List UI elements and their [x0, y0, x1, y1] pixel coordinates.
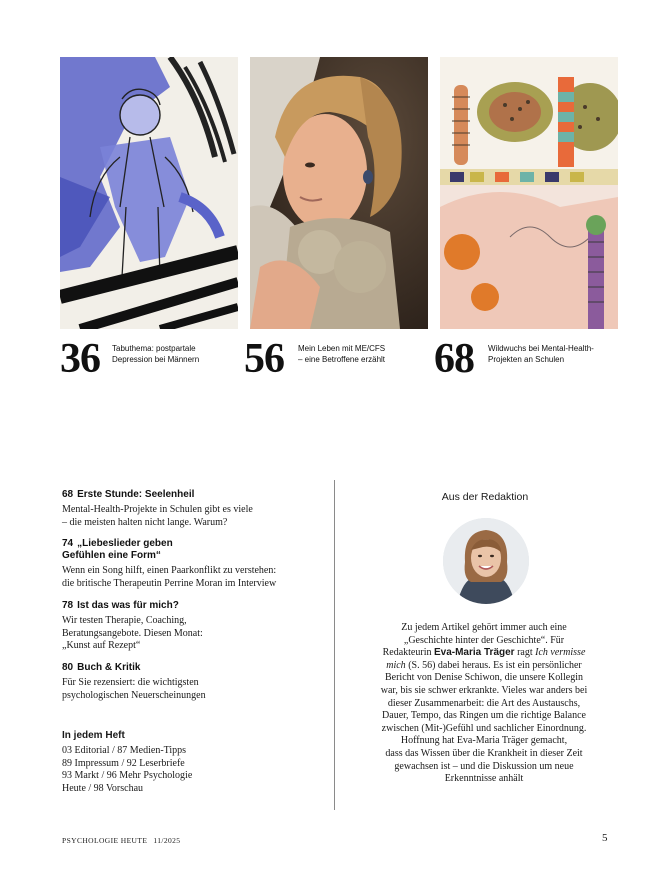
in-jedem-heft-heading: In jedem Heft	[62, 730, 125, 741]
toc-entry-page: 78	[62, 600, 74, 611]
toc-entry[interactable]	[62, 662, 328, 702]
toc-teaser-line: „Kunst auf Rezept“	[62, 640, 141, 651]
redaktion-line	[344, 647, 624, 660]
toc-entry-teaser	[62, 565, 328, 590]
article-title-reference[interactable]: mich	[386, 659, 406, 671]
toc-teaser-line: psychologischen Neuerscheinungen	[62, 689, 206, 701]
in-jedem-heft-line[interactable]: 93 Markt / 96 Mehr Psychologie	[62, 770, 193, 781]
toc-entry-teaser	[62, 615, 328, 653]
toc-entry-title-text: Ist das was für mich?	[77, 600, 179, 611]
editor-portrait	[443, 518, 529, 604]
toc-entry-page: 68	[62, 489, 74, 500]
toc-teaser-line: Beratungsangebote. Diesen Monat:	[62, 627, 203, 639]
feature-caption-line: – eine Betroffene erzählt	[298, 355, 386, 364]
toc-entry-teaser	[62, 677, 328, 702]
feature-caption	[488, 343, 606, 365]
feature-page-number[interactable]: 56	[244, 336, 284, 382]
feature-caption-line: Wildwuchs bei Mental-Health-	[488, 344, 594, 353]
toc-entry-title-text: Buch & Kritik	[77, 662, 141, 673]
footer-issue: 11/2025	[153, 836, 181, 845]
toc-entry-title	[62, 600, 328, 612]
redaktion-heading: Aus der Redaktion	[441, 491, 529, 503]
redaktion-text-span: ragt	[514, 647, 536, 659]
redaktion-line: war, bis sie schwer erkrankte. Vieles war anders bei	[380, 684, 588, 696]
redaktion-line: Erkenntnisse anhält	[444, 773, 524, 785]
editor-name: Eva-Maria Träger	[433, 647, 515, 659]
redaktion-text	[344, 622, 624, 786]
column-divider	[334, 480, 335, 810]
redaktion-line: zwischen (Mit-)Gefühl und sachlicher Einordnung.	[381, 722, 587, 734]
toc-entry[interactable]	[62, 600, 328, 653]
feature-caption	[112, 343, 230, 365]
toc-entry-title	[62, 538, 328, 562]
feature-caption	[298, 343, 416, 365]
redaktion-line: Dauer, Tempo, das Ringen um die richtige Balance	[382, 710, 586, 722]
feature-image-woman-in-bed-photo[interactable]	[250, 57, 428, 329]
toc-entry-title-text: Gefühlen eine Form“	[62, 550, 161, 561]
in-jedem-heft-line[interactable]: Heute / 98 Vorschau	[62, 782, 144, 794]
redaktion-text-span: (S. 56) dabei heraus. Es ist ein persönlicher	[405, 659, 582, 671]
toc-teaser-line: Für Sie rezensiert: die wichtigsten	[62, 677, 199, 688]
toc-entry-title-text: Erste Stunde: Seelenheil	[77, 489, 195, 500]
redaktion-line: gewachsen ist – und die Diskussion um neue	[394, 760, 574, 772]
toc-entry-title-text: „Liebeslieder geben	[77, 538, 173, 549]
feature-caption-line: Mein Leben mit ME/CFS	[298, 344, 386, 353]
redaktion-line: Zu jedem Artikel gehört immer auch eine	[401, 622, 567, 633]
redaktion-text-span: Redakteurin	[382, 647, 434, 659]
toc-teaser-line: Wir testen Therapie, Coaching,	[62, 615, 187, 626]
feature-caption-line: Tabuthema: postpartale	[112, 344, 196, 353]
toc-entry-teaser	[62, 504, 328, 529]
in-jedem-heft-line[interactable]: 89 Impressum / 92 Leserbriefe	[62, 757, 185, 769]
in-jedem-heft-line[interactable]: 03 Editorial / 87 Medien-Tipps	[62, 745, 187, 756]
redaktion-line: dass das Wissen über die Krankheit in dieser Zeit	[385, 747, 583, 759]
page-number: 5	[602, 832, 608, 844]
toc-teaser-line: Mental-Health-Projekte in Schulen gibt es viele	[62, 504, 253, 515]
toc-teaser-line: – die meisten halten nicht lange. Warum?	[62, 516, 228, 528]
toc-teaser-line: die britische Therapeutin Perrine Moran im Interview	[62, 577, 277, 589]
toc-entry-title	[62, 662, 328, 674]
in-jedem-heft-list	[62, 745, 302, 795]
toc-entry[interactable]	[62, 538, 328, 590]
feature-caption-line: Depression bei Männern	[112, 355, 200, 364]
toc-entry[interactable]	[62, 489, 328, 529]
feature-page-number[interactable]: 68	[434, 336, 474, 382]
footer-magazine-name: PSYCHOLOGIE HEUTE	[62, 836, 148, 845]
toc-entry-title	[62, 489, 328, 501]
redaktion-line: Bericht von Denise Schiwon, die unsere Kollegin	[384, 672, 583, 684]
feature-image-postpartum-illustration[interactable]	[60, 57, 238, 329]
redaktion-line	[344, 660, 624, 673]
toc-entry-page: 74	[62, 538, 74, 549]
toc-teaser-line: Wenn ein Song hilft, einen Paarkonflikt zu verstehen:	[62, 565, 277, 576]
article-title-reference[interactable]: Ich vermisse	[535, 647, 586, 659]
footer-magazine-info	[62, 836, 186, 845]
redaktion-line: Hoffnung hat Eva-Maria Träger gemacht,	[400, 735, 568, 747]
feature-caption-line: Projekten an Schulen	[488, 355, 565, 364]
feature-page-number[interactable]: 36	[60, 336, 100, 382]
redaktion-line: „Geschichte hinter der Geschichte“. Für	[403, 634, 565, 646]
redaktion-line: dieser Zusammenarbeit: die Art des Austauschs,	[387, 697, 581, 709]
toc-entry-page: 80	[62, 662, 74, 673]
feature-image-naive-painting[interactable]	[440, 57, 618, 329]
